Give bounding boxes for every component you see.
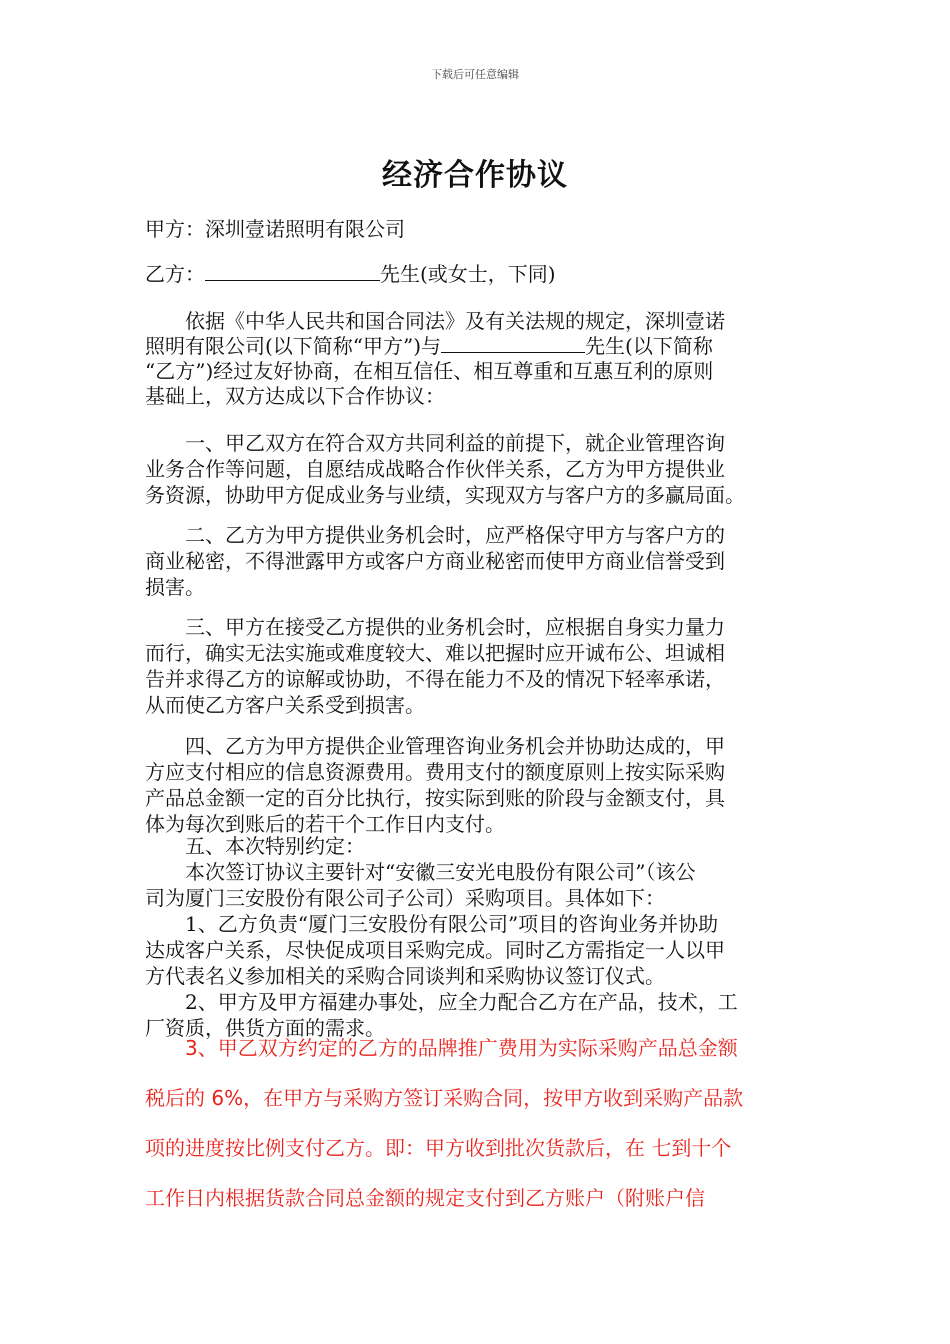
clause-2-line: 二、乙方为甲方提供业务机会时，应严格保守甲方与客户方的 bbox=[145, 523, 725, 547]
party-a-line: 甲方：深圳壹诺照明有限公司 bbox=[145, 217, 405, 241]
intro-text-1: 依据《中华人民共和国合同法》及有关法规的规定，深圳壹诺 bbox=[185, 309, 725, 333]
clause-5-line: 五、本次特别约定： bbox=[145, 834, 365, 858]
party-b-suffix: 先生(或女士，下同) bbox=[380, 262, 556, 286]
clause-3-red-line-3: 项的进度按比例支付乙方。即：甲方收到批次货款后，在 七到十个 bbox=[145, 1136, 732, 1160]
clause-4-line: 四、乙方为甲方提供企业管理咨询业务机会并协助达成的，甲 bbox=[145, 734, 725, 758]
clause-5-line: 方代表名义参加相关的采购合同谈判和采购协议签订仪式。 bbox=[145, 964, 665, 988]
clause-2-line: 损害。 bbox=[145, 575, 205, 599]
clause-5-line: 达成客户关系，尽快促成项目采购完成。同时乙方需指定一人以甲 bbox=[145, 938, 725, 962]
clause-3-line: 三、甲方在接受乙方提供的业务机会时，应根据自身实力量力 bbox=[145, 615, 725, 639]
clause-3-line: 从而使乙方客户关系受到损害。 bbox=[145, 693, 425, 717]
intro-text-2b: 先生(以下简称 bbox=[585, 334, 713, 358]
clause-5-line: 1、乙方负责“厦门三安股份有限公司”项目的咨询业务并协助 bbox=[145, 912, 719, 936]
party-b-prefix: 乙方： bbox=[145, 262, 205, 286]
clause-1-line: 业务合作等问题，自愿结成战略合作伙伴关系，乙方为甲方提供业 bbox=[145, 457, 725, 481]
clause-3-red-line-1: 3、甲乙双方约定的乙方的品牌推广费用为实际采购产品总金额 bbox=[145, 1036, 738, 1060]
page-header-note: 下载后可任意编辑 bbox=[431, 68, 519, 81]
clause-4-line: 方应支付相应的信息资源费用。费用支付的额度原则上按实际采购 bbox=[145, 760, 725, 784]
intro-line-1 bbox=[145, 308, 810, 334]
clause-3-line: 告并求得乙方的谅解或协助，不得在能力不及的情况下轻率承诺， bbox=[145, 667, 725, 691]
clause-3-red-line-2: 税后的 6%，在甲方与采购方签订采购合同，按甲方收到采购产品款 bbox=[145, 1086, 744, 1110]
clause-5-line: 2、甲方及甲方福建办事处，应全力配合乙方在产品，技术，工 bbox=[145, 990, 738, 1014]
clause-1-line: 一、甲乙双方在符合双方共同利益的前提下，就企业管理咨询 bbox=[145, 431, 725, 455]
party-b-name-blank-2 bbox=[441, 334, 585, 353]
clause-1-line: 务资源，协助甲方促成业务与业绩，实现双方与客户方的多赢局面。 bbox=[145, 483, 745, 507]
party-b-name-blank bbox=[205, 262, 380, 281]
clause-5 bbox=[145, 833, 810, 1041]
clause-4-line: 产品总金额一定的百分比执行，按实际到账的阶段与金额支付，具 bbox=[145, 786, 725, 810]
clause-3 bbox=[145, 614, 810, 718]
clause-3-red-line-4: 工作日内根据货款合同总金额的规定支付到乙方账户（附账户信 bbox=[145, 1186, 705, 1210]
clause-2 bbox=[145, 522, 810, 600]
clause-5-line: 厂资质，供货方面的需求。 bbox=[145, 1016, 385, 1040]
clause-4-line: 体为每次到账后的若干个工作日内支付。 bbox=[145, 812, 505, 836]
clause-4 bbox=[145, 733, 810, 837]
clause-5-line: 司为厦门三安股份有限公司子公司）采购项目。具体如下： bbox=[145, 886, 665, 910]
document-title: 经济合作协议 bbox=[382, 158, 568, 193]
clause-5-line: 本次签订协议主要针对“安徽三安光电股份有限公司”（该公 bbox=[145, 860, 696, 884]
intro-line-2 bbox=[145, 333, 810, 359]
party-b-line bbox=[145, 261, 810, 287]
clause-2-line: 商业秘密，不得泄露甲方或客户方商业秘密而使甲方商业信誉受到 bbox=[145, 549, 725, 573]
intro-line-3: “乙方”)经过友好协商，在相互信任、相互尊重和互惠互利的原则 bbox=[145, 359, 714, 383]
intro-text-2a: 照明有限公司(以下简称“甲方”)与 bbox=[145, 334, 442, 358]
intro-line-4: 基础上，双方达成以下合作协议： bbox=[145, 384, 445, 408]
clause-3-line: 而行，确实无法实施或难度较大、难以把握时应开诚布公、坦诚相 bbox=[145, 641, 725, 665]
clause-1 bbox=[145, 430, 810, 508]
